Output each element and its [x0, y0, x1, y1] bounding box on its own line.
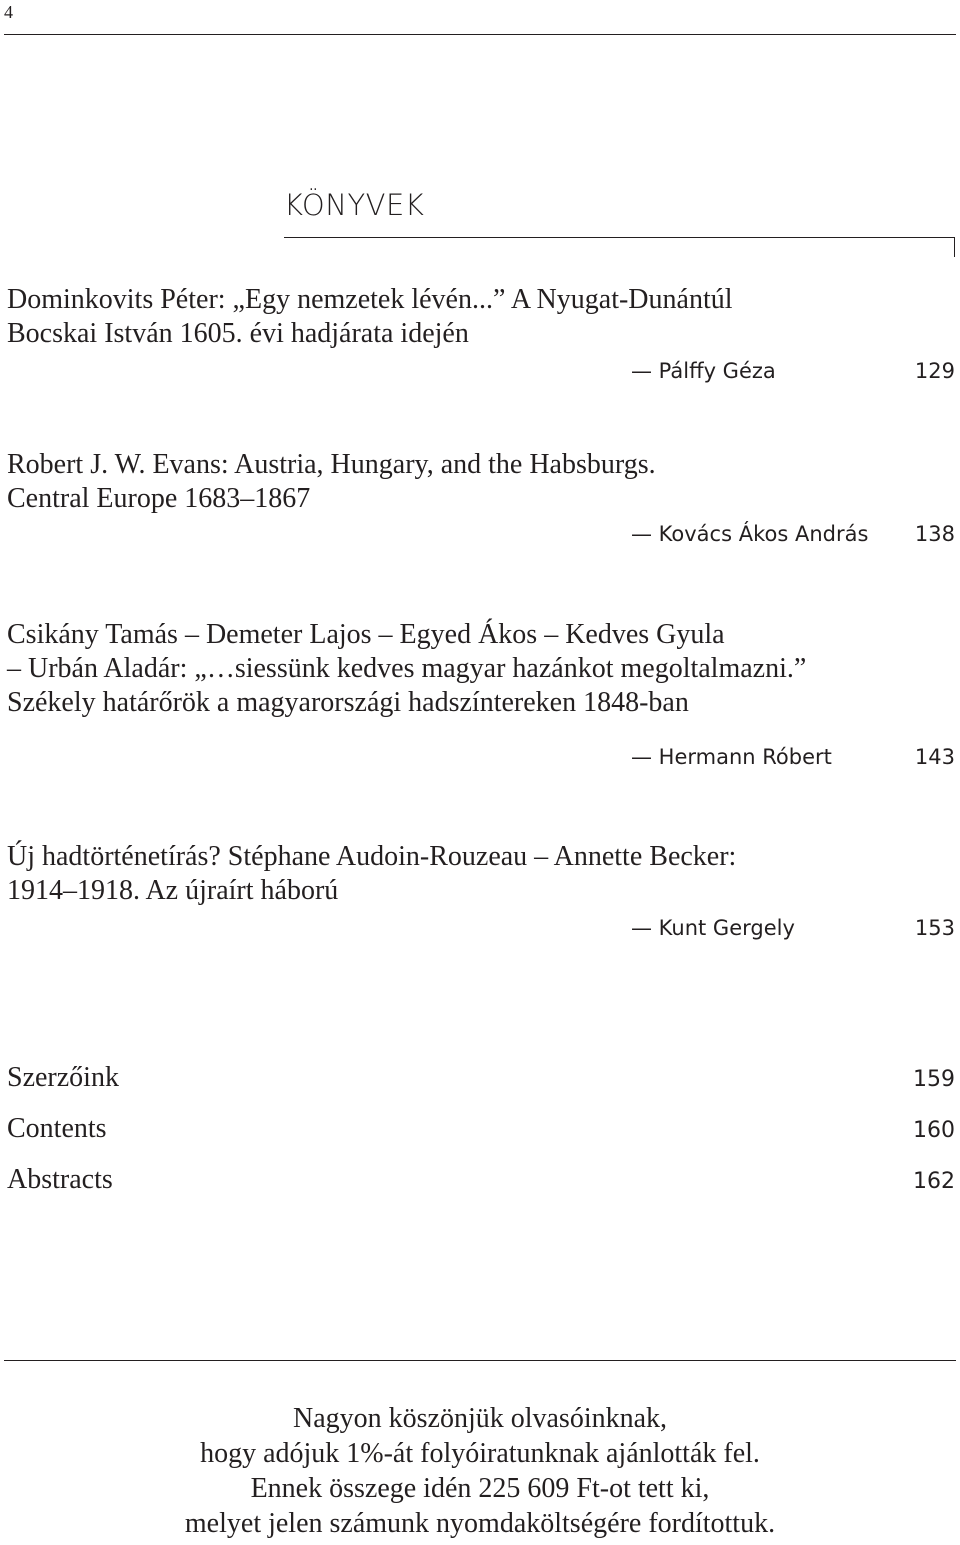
entry-3-title-line-2: – Urbán Aladár: „…siessünk kedves magyar hazánkot megoltalmazni.” [7, 653, 807, 684]
entry-2-title-line-2: Central Europe 1683–1867 [7, 483, 311, 514]
section-rule [284, 237, 955, 238]
entry-4-page: 153 [914, 916, 955, 940]
section-title: KÖNYVEK [284, 188, 425, 222]
entry-4-title-line-2: 1914–1918. Az újraírt háború [7, 875, 339, 906]
entry-1-page: 129 [914, 359, 955, 383]
misc-item-contents-page: 160 [913, 1118, 955, 1143]
entry-3-title-line-1: Csikány Tamás – Demeter Lajos – Egyed Ákos – Kedves Gyula [7, 619, 725, 650]
misc-item-abstracts-title: Abstracts [7, 1164, 113, 1195]
entry-3-title-line-3: Székely határőrök a magyarországi hadszíntereken 1848-ban [7, 687, 689, 718]
entry-3-reviewer: — Hermann Róbert [631, 745, 832, 769]
top-rule [4, 34, 956, 35]
entry-1-reviewer: — Pálffy Géza [631, 359, 776, 383]
misc-item-authors-page: 159 [913, 1067, 955, 1092]
footer-note-line-4: melyet jelen számunk nyomdaköltségére fordítottuk. [184, 1508, 776, 1539]
footer-note-line-1: Nagyon köszönjük olvasóinknak, [292, 1403, 668, 1434]
entry-4-title-line-1: Új hadtörténetírás? Stéphane Audoin-Rouzeau – Annette Becker: [7, 841, 737, 872]
bottom-rule [4, 1360, 956, 1361]
footer-note-line-2: hogy adójuk 1%-át folyóiratunknak ajánlották fel. [200, 1438, 760, 1469]
entry-2-title-line-1: Robert J. W. Evans: Austria, Hungary, and the Habsburgs. [7, 449, 656, 480]
entry-2-reviewer: — Kovács Ákos András [631, 522, 869, 546]
misc-item-authors-title: Szerzőink [7, 1062, 119, 1093]
misc-item-abstracts-page: 162 [913, 1169, 955, 1194]
entry-1-title-line-1: Dominkovits Péter: „Egy nemzetek lévén...” A Nyugat-Dunántúl [7, 284, 733, 315]
footer-note-line-3: Ennek összege idén 225 609 Ft-ot tett ki, [250, 1473, 710, 1504]
entry-1-title-line-2: Bocskai István 1605. évi hadjárata idején [7, 318, 469, 349]
entry-3-page: 143 [914, 745, 955, 769]
misc-item-contents-title: Contents [7, 1113, 107, 1144]
entry-4-reviewer: — Kunt Gergely [631, 916, 795, 940]
section-rule-corner [954, 237, 955, 257]
page-number: 4 [4, 2, 13, 22]
entry-2-page: 138 [914, 522, 955, 546]
